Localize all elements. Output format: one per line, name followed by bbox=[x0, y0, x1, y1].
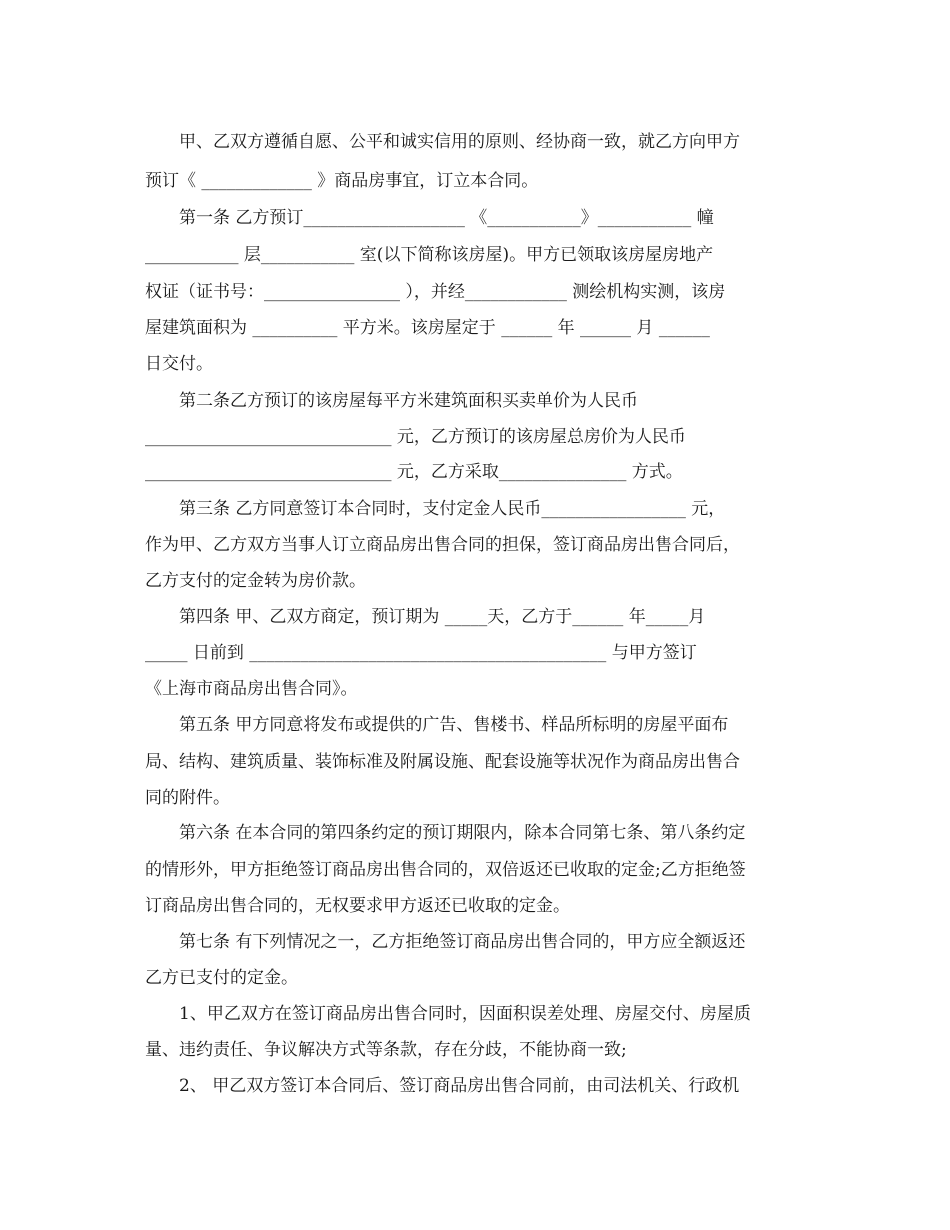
text-line: 的情形外，甲方拒绝签订商品房出售合同的，双倍返还已收取的定金;乙方拒绝签 bbox=[145, 860, 746, 880]
text-line: 订商品房出售合同的，无权要求甲方返还已收取的定金。 bbox=[145, 896, 570, 916]
text-line: 2、 甲乙双方签订本合同后、签订商品房出售合同前，由司法机关、行政机 bbox=[179, 1076, 740, 1096]
text-line: 日交付。 bbox=[145, 354, 213, 374]
text-line: 乙方已支付的定金。 bbox=[145, 968, 298, 988]
text-line: 局、结构、建筑质量、装饰标准及附属设施、配套设施等状况作为商品房出售合 bbox=[145, 752, 740, 772]
text-line: 量、违约责任、争议解决方式等条款，存在分歧，不能协商一致; bbox=[145, 1040, 627, 1060]
text-line: 第七条 有下列情况之一，乙方拒绝签订商品房出售合同的，甲方应全额返还 bbox=[179, 932, 746, 952]
text-line: 第一条 乙方预订___________________ 《___________》___________ 幢 bbox=[179, 208, 714, 228]
text-line: 作为甲、乙方双方当事人订立商品房出售合同的担保，签订商品房出售合同后， bbox=[145, 535, 740, 555]
text-line: 权证（证书号：________________ ），并经____________ 测绘机构实测，该房 bbox=[145, 282, 726, 302]
text-line: 第二条乙方预订的该房屋每平方米建筑面积买卖单价为人民币 bbox=[179, 391, 638, 411]
text-line: 1、甲乙双方在签订商品房出售合同时，因面积误差处理、房屋交付、房屋质 bbox=[179, 1004, 751, 1024]
text-line: 同的附件。 bbox=[145, 788, 230, 808]
text-line: 第三条 乙方同意签订本合同时，支付定金人民币_________________ 元， bbox=[179, 499, 726, 519]
text-line: _____________________________ 元，乙方预订的该房屋总房价为人民币 bbox=[145, 427, 686, 447]
text-line: _____ 日前到 __________________________________________ 与甲方签订 bbox=[145, 643, 697, 663]
text-line: 第四条 甲、乙双方商定，预订期为 _____天，乙方于______ 年_____月 bbox=[179, 607, 706, 627]
text-line: 第六条 在本合同的第四条约定的预订期限内，除本合同第七条、第八条约定 bbox=[179, 823, 746, 843]
text-line: 第五条 甲方同意将发布或提供的广告、售楼书、样品所标明的房屋平面布 bbox=[179, 715, 729, 735]
text-line: 屋建筑面积为 __________ 平方米。该房屋定于 ______ 年 ______ 月 ______ bbox=[145, 318, 710, 338]
text-line: _____________________________ 元，乙方采取_______________ 方式。 bbox=[145, 462, 683, 482]
text-line: 预订《 _____________ 》商品房事宜，订立本合同。 bbox=[145, 171, 539, 191]
text-line: 甲、乙双方遵循自愿、公平和诚实信用的原则、经协商一致，就乙方向甲方 bbox=[179, 132, 740, 152]
text-line: 《上海市商品房出售合同》。 bbox=[145, 679, 358, 699]
text-line: 乙方支付的定金转为房价款。 bbox=[145, 571, 366, 591]
text-line: ___________ 层___________ 室(以下简称该房屋)。甲方已领取该房屋房地产 bbox=[145, 245, 714, 265]
